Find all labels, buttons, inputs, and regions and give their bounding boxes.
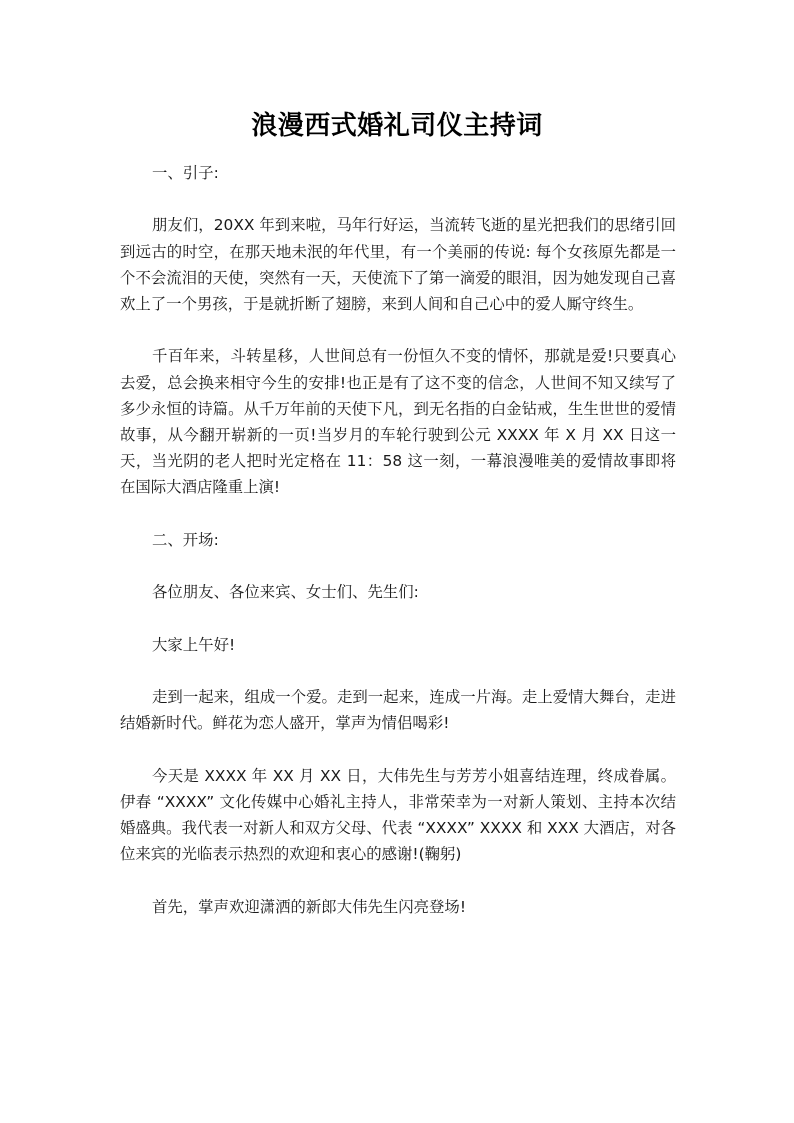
paragraph-spacer: [120, 867, 676, 893]
document-body: [120, 160, 676, 920]
paragraph-spacer: [120, 501, 676, 527]
paragraph-spacer: [120, 658, 676, 684]
paragraph: 各位朋友、各位来宾、女士们、先生们:: [152, 583, 419, 602]
paragraph-spacer: [120, 186, 676, 212]
paragraph: 大家上午好!: [152, 635, 236, 654]
paragraph: 今天是 XXXX 年 XX 月 XX 日，大伟先生与芳芳小姐喜结连理，终成眷属。伊春 “XXXX” 文化传媒中心婚礼主持人，非常荣幸为一对新人策划、主持本次结婚盛典。我代表一对新人和双方父母、代表 “XXXX” XXXX 和 XXX 大酒店，对各位来宾的光临表示热烈的欢迎和衷心的感谢!(鞠躬): [120, 766, 676, 864]
paragraph-spacer: [120, 605, 676, 631]
section-heading-intro: 一、引子:: [152, 164, 219, 182]
paragraph: 走到一起来，组成一个爱。走到一起来，连成一片海。走上爱情大舞台，走进结婚新时代。鲜花为恋人盛开，掌声为情侣喝彩!: [120, 687, 676, 733]
paragraph: 千百年来，斗转星移，人世间总有一份恒久不变的情怀，那就是爱!只要真心去爱，总会换来相守今生的安排!也正是有了这不变的信念，人世间不知又续写了多少永恒的诗篇。从千万年前的天使下凡，到无名指的白金钻戒，生生世世的爱情故事，从今翻开崭新的一页!当岁月的车轮行驶到公元 XXXX 年 X 月 XX 日这一天，当光阴的老人把时光定格在 11：58 这一刻，一幕浪漫唯美的爱情故事即将在国际大酒店隆重上演!: [120, 347, 676, 497]
section-heading-opening: 二、开场:: [152, 530, 219, 549]
paragraph-spacer: [120, 736, 676, 762]
paragraph-spacer: [120, 553, 676, 579]
paragraph-spacer: [120, 317, 676, 343]
paragraph: 首先，掌声欢迎潇洒的新郎大伟先生闪亮登场!: [152, 897, 466, 916]
paragraph: 朋友们，20XX 年到来啦，马年行好运，当流转飞逝的星光把我们的思绪引回到远古的时空，在那天地未泯的年代里，有一个美丽的传说: 每个女孩原先都是一个不会流泪的天使，突然有一天，天使流下了第一滴爱的眼泪，因为她发现自己喜欢上了一个男孩，于是就折断了翅膀，来到人间和自己心中的爱人厮守终生。: [120, 216, 676, 313]
document-title: 浪漫西式婚礼司仪主持词: [251, 111, 543, 141]
